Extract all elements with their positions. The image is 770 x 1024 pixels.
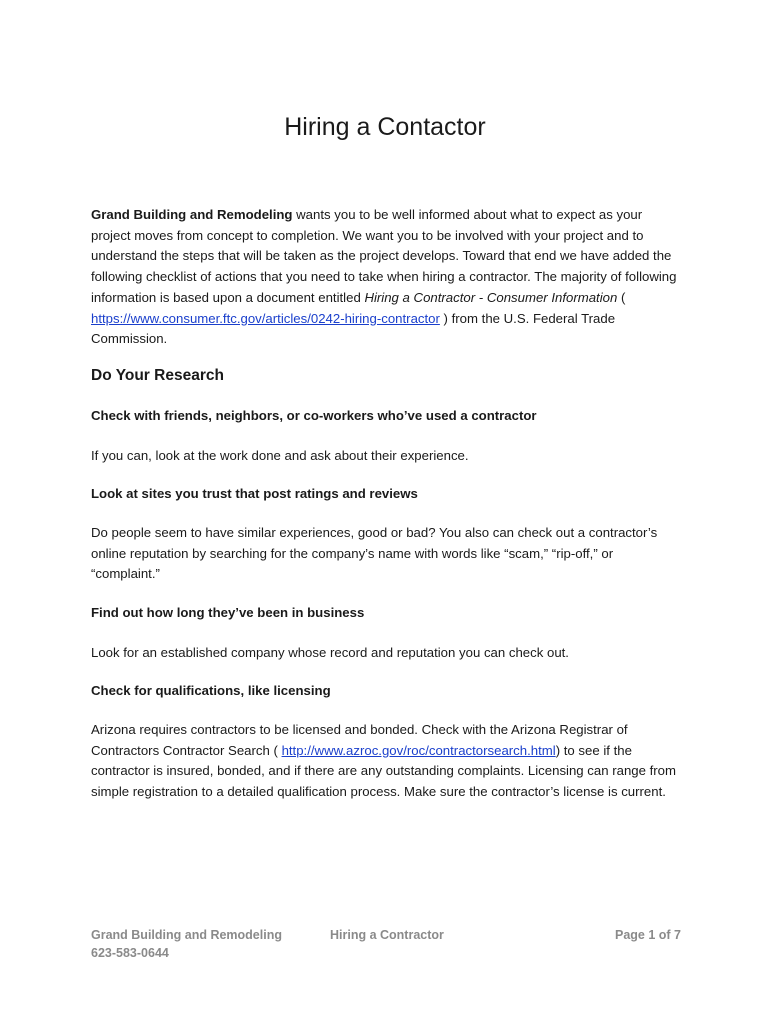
footer-page-number: Page 1 of 7 (615, 928, 681, 942)
document-title: Hiring a Contractor - Consumer Information (364, 289, 618, 305)
footer-left (91, 926, 282, 962)
page-footer (91, 926, 681, 966)
section-heading: Do Your Research (91, 367, 224, 384)
item-heading-ratings: Look at sites you trust that post ratings and reviews (91, 486, 418, 501)
azroc-link[interactable]: http://www.azroc.gov/roc/contractorsearch.html (281, 742, 556, 758)
intro-text-3: ) from the U.S. Federal Trade Commission. (91, 310, 616, 347)
item-heading-licensing: Check for qualifications, like licensing (91, 683, 331, 698)
company-name: Grand Building and Remodeling (91, 207, 293, 222)
item-text-licensing (91, 720, 681, 803)
footer-company: Grand Building and Remodeling (91, 928, 282, 942)
footer-doc-title: Hiring a Contractor (330, 928, 444, 942)
item-text-business: Look for an established company whose record and reputation you can check out. (91, 645, 569, 660)
intro-text-2: ( (617, 289, 626, 305)
licensing-text-after: ) to see if the contractor is insured, bonded, and if there are any outstanding complaints. Licensing can range from simple registration to a detailed qualification process. Make sure the contractor’s license is current. (91, 742, 676, 800)
intro-paragraph (91, 205, 681, 350)
footer-phone: 623-583-0644 (91, 946, 169, 960)
item-heading-friends: Check with friends, neighbors, or co-workers who’ve used a contractor (91, 408, 537, 423)
item-heading-business: Find out how long they’ve been in business (91, 605, 365, 620)
page-title: Hiring a Contactor (284, 113, 486, 141)
item-text-friends: If you can, look at the work done and ask about their experience. (91, 448, 469, 463)
item-text-ratings: Do people seem to have similar experiences, good or bad? You also can check out a contractor’s online reputation by searching for the company’s name with words like “scam,” “rip-off,” or “complaint.” (91, 525, 658, 582)
intro-text-1: wants you to be well informed about what to expect as your project moves from concept to completion. We want you to be involved with your project and to understand the steps that will be taken as the project develops. Toward that end we have added the following checklist of actions that you need to take when hiring a contractor. The majority of following information is based upon a document entitled (91, 207, 677, 305)
ftc-link[interactable]: https://www.consumer.ftc.gov/articles/0242-hiring-contractor (91, 310, 440, 326)
licensing-text-before: Arizona requires contractors to be licensed and bonded. Check with the Arizona Registrar of Contractors Contractor Search ( (91, 722, 628, 758)
